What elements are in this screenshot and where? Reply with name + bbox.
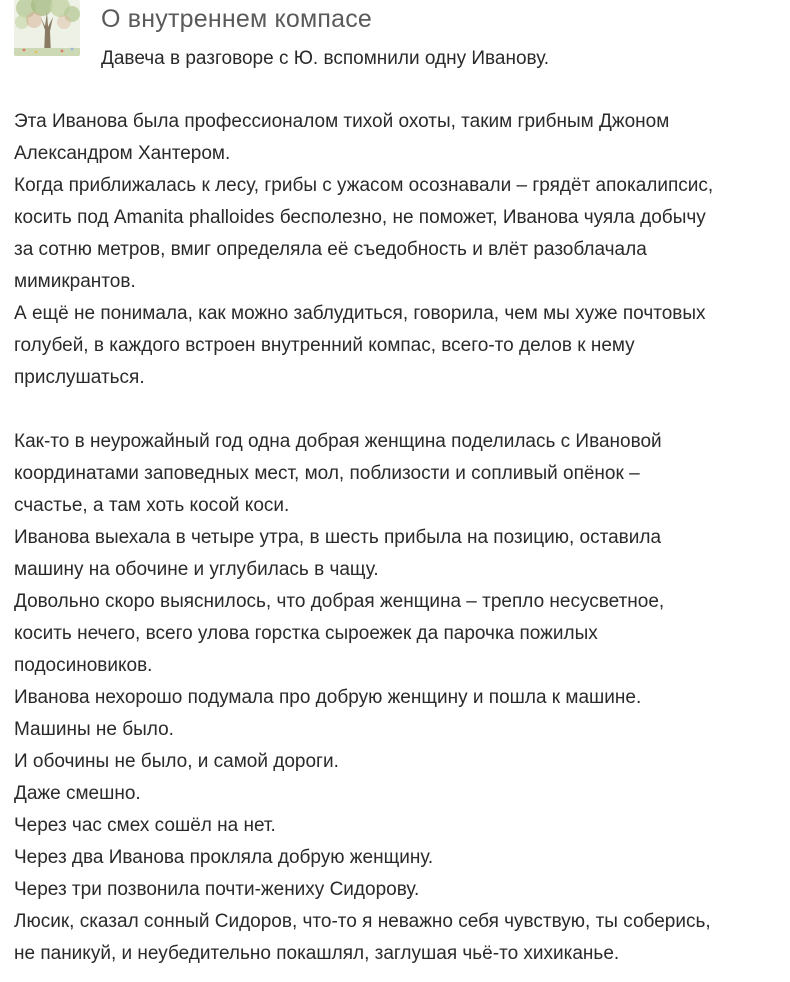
post-body [14, 106, 784, 970]
body-text-line: косить под Amanita phalloides бесполезно, не поможет, Иванова чуяла добычу [14, 207, 706, 228]
body-text-line: машину на обочине и углубилась в чащу. [14, 559, 379, 580]
body-text-line: Александром Хантером. [14, 143, 231, 164]
body-text-line: подосиновиков. [14, 655, 153, 676]
body-text-line: счастье, а там хоть косой коси. [14, 495, 290, 516]
body-text-line: И обочины не было, и самой дороги. [14, 751, 339, 772]
body-text-line: Когда приближалась к лесу, грибы с ужасом осознавали – грядёт апокалипсис, [14, 175, 714, 196]
body-text-line: прислушаться. [14, 367, 145, 388]
body-text-line: Иванова нехорошо подумала про добрую женщину и пошла к машине. [14, 687, 642, 708]
post-title[interactable]: О внутреннем компасе [101, 5, 373, 33]
paragraph-spacer [14, 394, 784, 426]
body-text-line: голубей, в каждого встроен внутренний компас, всего-то делов к нему [14, 335, 635, 356]
body-text-line: Через два Иванова прокляла добрую женщину. [14, 847, 434, 868]
post-header [101, 2, 781, 72]
body-text-line: Люсик, сказал сонный Сидоров, что-то я неважно себя чувствую, ты соберись, [14, 911, 711, 932]
body-text-line: за сотню метров, вмиг определяла её съедобность и влёт разоблачала [14, 239, 647, 260]
body-text-line: косить нечего, всего улова горстка сыроежек да парочка пожилых [14, 623, 598, 644]
body-text-line: мимикрантов. [14, 271, 136, 292]
body-text-line: Как-то в неурожайный год одна добрая женщина поделилась с Ивановой [14, 431, 662, 452]
body-text-line: Эта Иванова была профессионалом тихой охоты, таким грибным Джоном [14, 111, 670, 132]
body-text-line: А ещё не понимала, как можно заблудиться, говорила, чем мы хуже почтовых [14, 303, 706, 324]
body-text-line: Даже смешно. [14, 783, 141, 804]
body-text-line: Иванова выехала в четыре утра, в шесть прибыла на позицию, оставила [14, 527, 662, 548]
tree-avatar-icon[interactable] [14, 0, 80, 56]
body-text-line: Через три позвонила почти-жениху Сидорову. [14, 879, 420, 900]
body-text-line: не паникуй, и неубедительно покашлял, заглушая чьё-то хихиканье. [14, 943, 620, 964]
body-text-line: Машины не было. [14, 719, 174, 740]
body-text-line: координатами заповедных мест, мол, поблизости и сопливый опёнок – [14, 463, 640, 484]
body-text-line: Довольно скоро выяснилось, что добрая женщина – трепло несусветное, [14, 591, 665, 612]
post-subtitle: Давеча в разговоре с Ю. вспомнили одну Иванову. [101, 48, 550, 69]
body-text-line: Через час смех сошёл на нет. [14, 815, 276, 836]
